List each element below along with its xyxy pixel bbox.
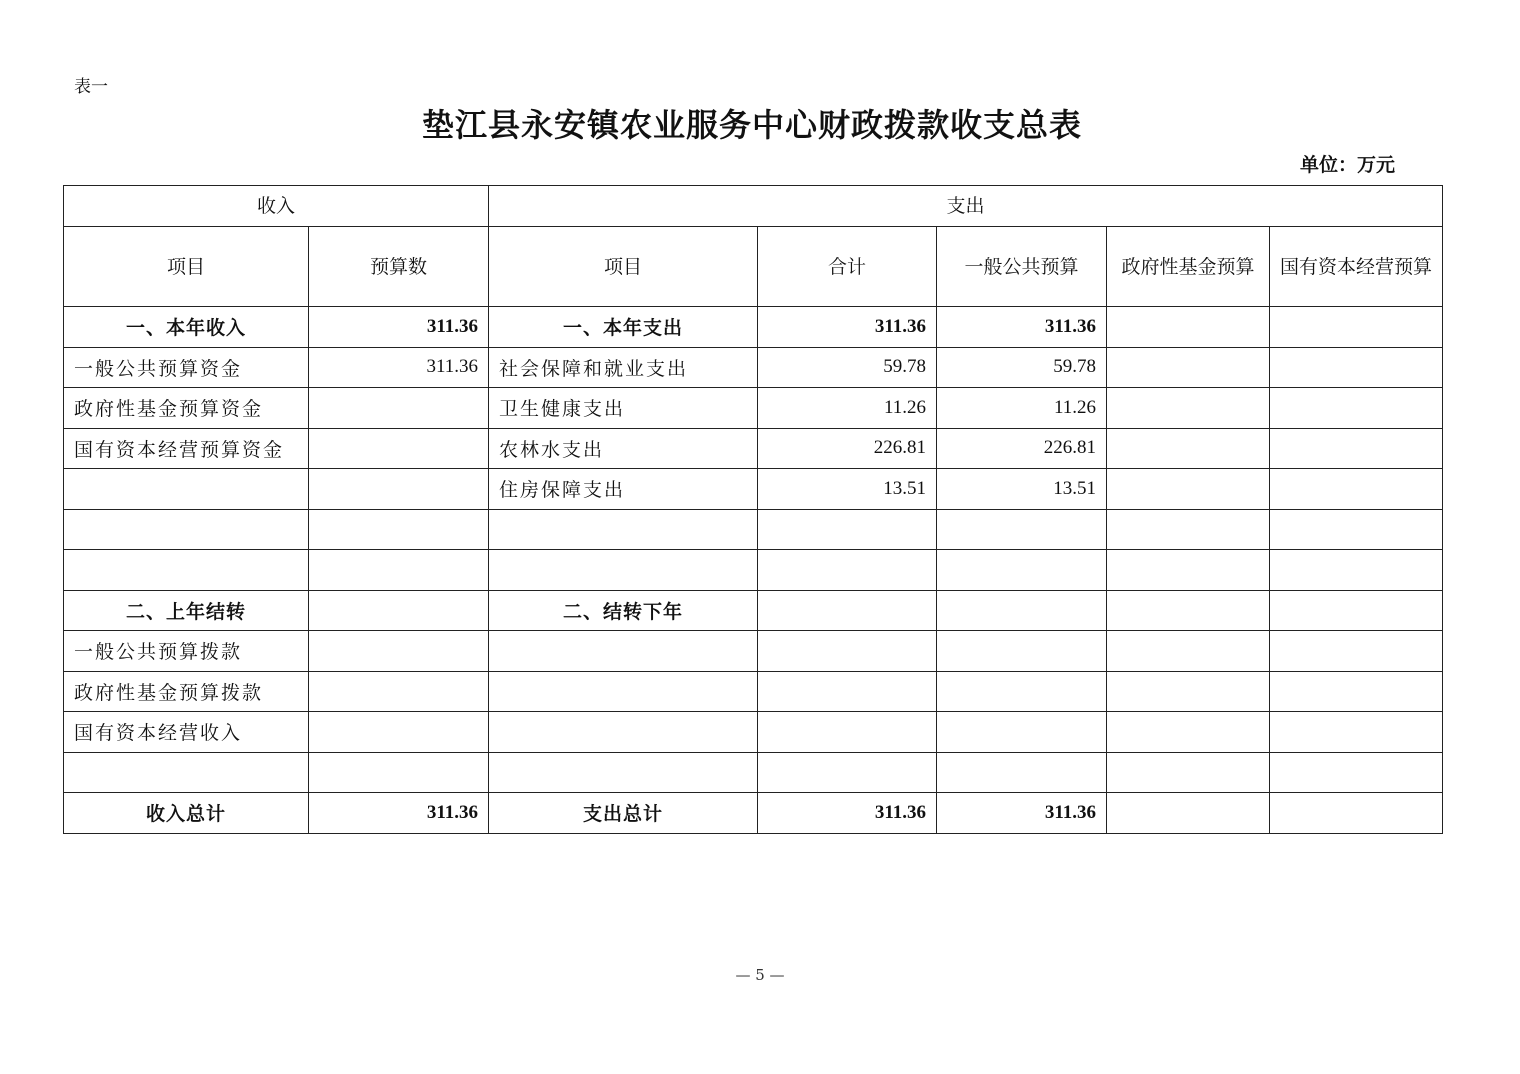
table-row xyxy=(64,428,1443,469)
expense-item-cell xyxy=(489,631,758,672)
fund-budget-cell xyxy=(1107,388,1270,429)
fund-budget-cell xyxy=(1107,347,1270,388)
header-row-1 xyxy=(64,186,1443,227)
col-state-header: 国有资本经营预算 xyxy=(1270,227,1443,307)
table-row xyxy=(64,590,1443,631)
expense-item-cell: 二、结转下年 xyxy=(489,590,758,631)
income-amount-cell: 311.36 xyxy=(309,307,489,348)
general-budget-cell xyxy=(937,631,1107,672)
income-amount-cell: 311.36 xyxy=(309,793,489,834)
expense-item-cell xyxy=(489,752,758,793)
income-item-cell xyxy=(64,509,309,550)
expense-item-cell xyxy=(489,671,758,712)
income-amount-cell xyxy=(309,428,489,469)
general-budget-cell: 13.51 xyxy=(937,469,1107,510)
expense-item-cell xyxy=(489,509,758,550)
expense-total-cell xyxy=(758,590,937,631)
general-budget-cell: 311.36 xyxy=(937,307,1107,348)
state-capital-cell xyxy=(1270,671,1443,712)
table-row xyxy=(64,550,1443,591)
general-budget-cell xyxy=(937,671,1107,712)
general-budget-cell xyxy=(937,590,1107,631)
expense-total-cell: 59.78 xyxy=(758,347,937,388)
expense-header: 支出 xyxy=(489,186,1443,227)
col-total-header: 合计 xyxy=(758,227,937,307)
general-budget-cell: 11.26 xyxy=(937,388,1107,429)
table-label: 表一 xyxy=(74,77,108,97)
expense-total-cell xyxy=(758,712,937,753)
income-item-cell: 国有资本经营收入 xyxy=(64,712,309,753)
income-header: 收入 xyxy=(64,186,489,227)
table-row xyxy=(64,388,1443,429)
state-capital-cell xyxy=(1270,793,1443,834)
state-capital-cell xyxy=(1270,388,1443,429)
general-budget-cell: 59.78 xyxy=(937,347,1107,388)
state-capital-cell xyxy=(1270,631,1443,672)
table-row xyxy=(64,793,1443,834)
expense-item-cell xyxy=(489,550,758,591)
fund-budget-cell xyxy=(1107,307,1270,348)
expense-item-cell: 卫生健康支出 xyxy=(489,388,758,429)
table-body xyxy=(64,307,1443,834)
expense-total-cell xyxy=(758,509,937,550)
income-item-cell: 政府性基金预算资金 xyxy=(64,388,309,429)
expense-total-cell xyxy=(758,550,937,591)
state-capital-cell xyxy=(1270,428,1443,469)
table-row xyxy=(64,509,1443,550)
expense-total-cell xyxy=(758,671,937,712)
col-budget-header: 预算数 xyxy=(309,227,489,307)
col-fund-header: 政府性基金预算 xyxy=(1107,227,1270,307)
state-capital-cell xyxy=(1270,590,1443,631)
income-amount-cell xyxy=(309,752,489,793)
income-amount-cell xyxy=(309,550,489,591)
table-row xyxy=(64,469,1443,510)
income-item-cell xyxy=(64,752,309,793)
header-row-2 xyxy=(64,227,1443,307)
state-capital-cell xyxy=(1270,347,1443,388)
income-amount-cell xyxy=(309,509,489,550)
expense-total-cell: 226.81 xyxy=(758,428,937,469)
general-budget-cell xyxy=(937,550,1107,591)
income-amount-cell xyxy=(309,712,489,753)
fund-budget-cell xyxy=(1107,793,1270,834)
fund-budget-cell xyxy=(1107,671,1270,712)
col-general-header: 一般公共预算 xyxy=(937,227,1107,307)
table-row xyxy=(64,671,1443,712)
page-number: — 5 — xyxy=(735,966,785,984)
income-item-cell: 收入总计 xyxy=(64,793,309,834)
col-item-header: 项目 xyxy=(64,227,309,307)
expense-item-cell: 住房保障支出 xyxy=(489,469,758,510)
state-capital-cell xyxy=(1270,550,1443,591)
general-budget-cell xyxy=(937,752,1107,793)
fund-budget-cell xyxy=(1107,752,1270,793)
expense-total-cell: 11.26 xyxy=(758,388,937,429)
fund-budget-cell xyxy=(1107,550,1270,591)
table-row xyxy=(64,752,1443,793)
income-amount-cell xyxy=(309,590,489,631)
income-amount-cell xyxy=(309,631,489,672)
state-capital-cell xyxy=(1270,712,1443,753)
expense-total-cell: 13.51 xyxy=(758,469,937,510)
table-row xyxy=(64,307,1443,348)
unit-label: 单位：万元 xyxy=(1300,154,1396,176)
table-row xyxy=(64,347,1443,388)
expense-item-cell: 一、本年支出 xyxy=(489,307,758,348)
state-capital-cell xyxy=(1270,752,1443,793)
state-capital-cell xyxy=(1270,509,1443,550)
fund-budget-cell xyxy=(1107,509,1270,550)
income-item-cell xyxy=(64,550,309,591)
income-item-cell: 政府性基金预算拨款 xyxy=(64,671,309,712)
expense-total-cell: 311.36 xyxy=(758,793,937,834)
expense-total-cell xyxy=(758,752,937,793)
general-budget-cell xyxy=(937,712,1107,753)
expense-item-cell xyxy=(489,712,758,753)
table-row xyxy=(64,631,1443,672)
income-item-cell: 一般公共预算资金 xyxy=(64,347,309,388)
page-title: 垫江县永安镇农业服务中心财政拨款收支总表 xyxy=(421,106,1082,144)
expense-item-cell: 社会保障和就业支出 xyxy=(489,347,758,388)
income-amount-cell xyxy=(309,671,489,712)
state-capital-cell xyxy=(1270,469,1443,510)
state-capital-cell xyxy=(1270,307,1443,348)
income-amount-cell xyxy=(309,388,489,429)
income-item-cell: 一、本年收入 xyxy=(64,307,309,348)
expense-item-cell: 农林水支出 xyxy=(489,428,758,469)
fund-budget-cell xyxy=(1107,631,1270,672)
table-row xyxy=(64,712,1443,753)
income-item-cell xyxy=(64,469,309,510)
income-item-cell: 国有资本经营预算资金 xyxy=(64,428,309,469)
income-amount-cell xyxy=(309,469,489,510)
expense-item-cell: 支出总计 xyxy=(489,793,758,834)
general-budget-cell xyxy=(937,509,1107,550)
col-exp-item-header: 项目 xyxy=(489,227,758,307)
fund-budget-cell xyxy=(1107,469,1270,510)
income-item-cell: 二、上年结转 xyxy=(64,590,309,631)
fund-budget-cell xyxy=(1107,590,1270,631)
budget-table xyxy=(63,185,1443,834)
income-amount-cell: 311.36 xyxy=(309,347,489,388)
expense-total-cell: 311.36 xyxy=(758,307,937,348)
general-budget-cell: 226.81 xyxy=(937,428,1107,469)
fund-budget-cell xyxy=(1107,712,1270,753)
fund-budget-cell xyxy=(1107,428,1270,469)
expense-total-cell xyxy=(758,631,937,672)
general-budget-cell: 311.36 xyxy=(937,793,1107,834)
income-item-cell: 一般公共预算拨款 xyxy=(64,631,309,672)
